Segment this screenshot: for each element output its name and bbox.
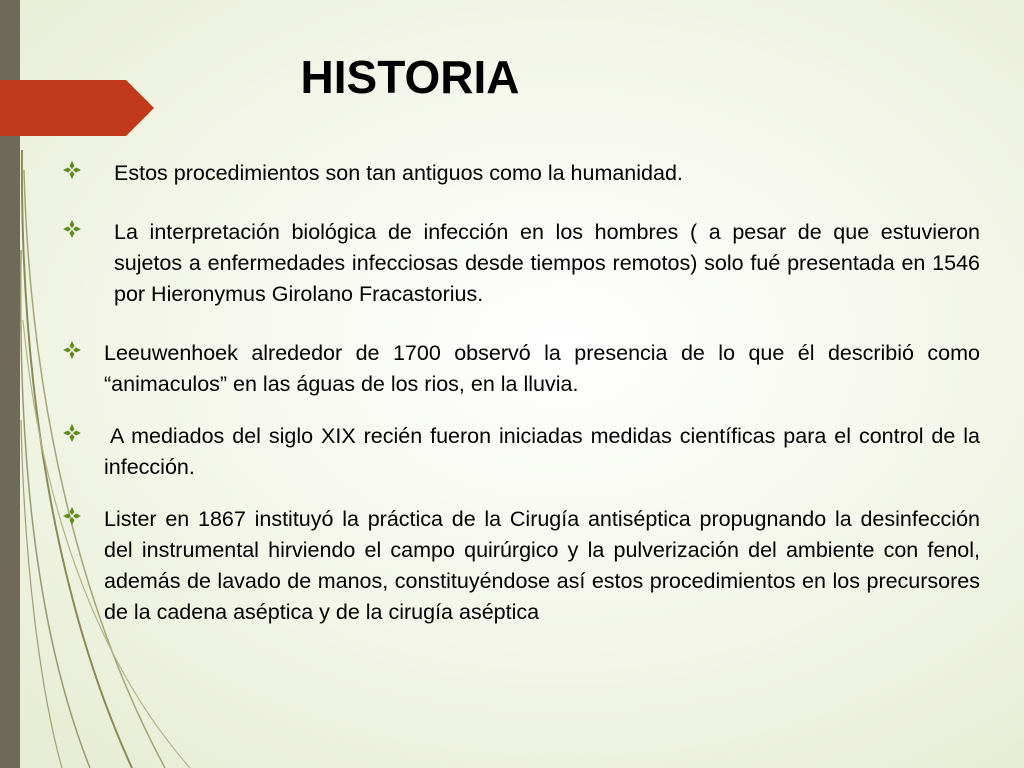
bullet-item [62, 338, 980, 400]
diamond-bullet-icon [62, 506, 82, 526]
diamond-bullet-icon [62, 219, 82, 239]
bullet-item [62, 421, 980, 483]
bullet-text: La interpretación biológica de infección en los hombres ( a pesar de que estuvieron sujetos a enfermedades infecciosas desde tiempos remotos) solo fué presentada en 1546 por Hieronymus Girolano Fracastorius. [114, 220, 980, 306]
bullet-text: Estos procedimientos son tan antiguos como la humanidad. [114, 161, 683, 185]
bullet-list [62, 158, 980, 656]
bullet-text: Lister en 1867 instituyó la práctica de la Cirugía antiséptica propugnando la desinfección del instrumental hirviendo el campo quirúrgico y la pulverización del ambiente con fenol, además de lavado de manos, constituyéndose así estos procedimientos en los precursores de la cadena aséptica y de la cirugía aséptica [104, 507, 980, 624]
slide-title: HISTORIA [300, 51, 520, 103]
bullet-item [62, 158, 980, 189]
bullet-item [62, 504, 980, 628]
diamond-bullet-icon [62, 340, 82, 360]
title-accent-tab [0, 80, 154, 136]
diamond-bullet-icon [62, 423, 82, 443]
bullet-text: Leeuwenhoek alrededor de 1700 observó la presencia de lo que él describió como “animaculos” en las águas de los rios, en la lluvia. [104, 341, 980, 396]
bullet-text: A mediados del siglo XIX recién fueron iniciadas medidas científicas para el control de la infección. [104, 424, 980, 479]
bullet-item [62, 217, 980, 310]
diamond-bullet-icon [62, 160, 82, 180]
